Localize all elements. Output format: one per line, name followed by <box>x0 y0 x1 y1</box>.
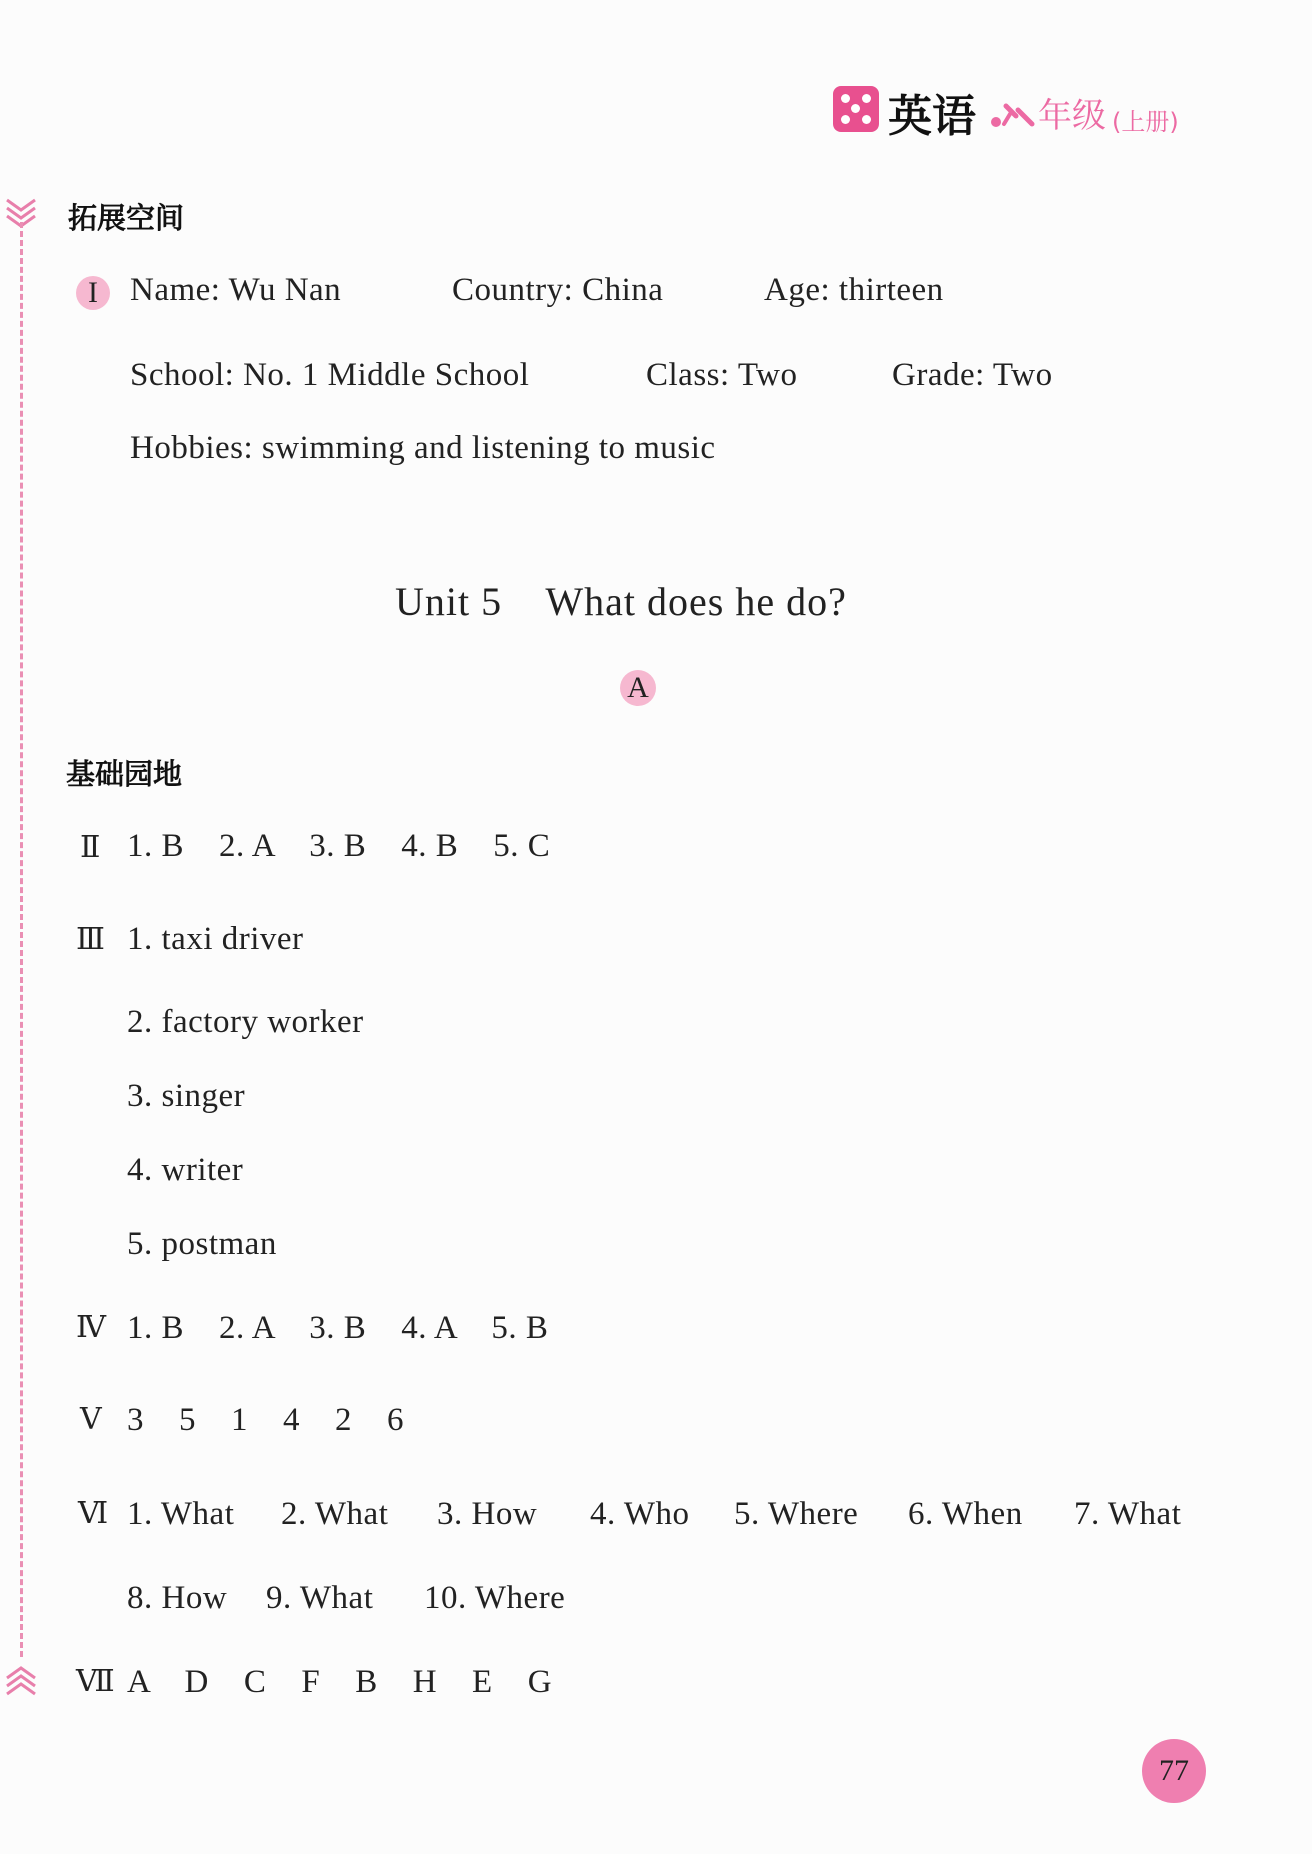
six-mark-icon <box>988 100 1036 130</box>
dice-logo-icon <box>833 86 879 132</box>
answer-q3-5: 5. postman <box>127 1226 277 1262</box>
info-grade: Grade: Two <box>892 357 1053 393</box>
question-badge-1: I <box>76 276 110 310</box>
unit-title: Unit 5 What does he do? <box>395 579 847 624</box>
answer-q6-8: 8. How <box>127 1580 228 1616</box>
answer-q6-5: 5. Where <box>734 1496 859 1532</box>
grade-label: 年级 <box>1038 96 1106 136</box>
question-numeral-3: Ⅲ <box>76 923 105 956</box>
part-badge: A <box>620 670 656 706</box>
info-age: Age: thirteen <box>764 272 944 308</box>
answer-q6-7: 7. What <box>1074 1496 1182 1532</box>
info-name: Name: Wu Nan <box>130 272 342 308</box>
subject-title: 英语 <box>888 91 976 142</box>
question-numeral-6: Ⅵ <box>78 1497 109 1530</box>
info-hobbies: Hobbies: swimming and listening to music <box>130 430 716 466</box>
arrow-head-icon <box>4 1664 38 1696</box>
book-volume-label: (上册) <box>1112 108 1179 136</box>
answer-q6-10: 10. Where <box>424 1580 566 1616</box>
section-title-basics: 基础园地 <box>66 757 183 791</box>
answer-q6-6: 6. When <box>908 1496 1023 1532</box>
answers-q2: 1. B 2. A 3. B 4. B 5. C <box>127 828 551 864</box>
answer-q6-4: 4. Who <box>590 1496 690 1532</box>
question-numeral-2: Ⅱ <box>80 831 101 864</box>
answers-q7: A D C F B H E G <box>127 1664 553 1700</box>
page-number: 77 <box>1142 1739 1206 1803</box>
section-title-extension: 拓展空间 <box>68 201 185 235</box>
answer-q3-1: 1. taxi driver <box>127 921 304 957</box>
question-numeral-5: Ⅴ <box>80 1403 102 1436</box>
info-country: Country: China <box>452 272 664 308</box>
side-dashed-line <box>20 222 23 1657</box>
info-school: School: No. 1 Middle School <box>130 357 530 393</box>
info-class: Class: Two <box>646 357 798 393</box>
answer-q3-4: 4. writer <box>127 1152 244 1188</box>
answer-q6-1: 1. What <box>127 1496 235 1532</box>
question-numeral-7: Ⅶ <box>76 1665 115 1698</box>
answer-q3-2: 2. factory worker <box>127 1004 364 1040</box>
answer-q3-3: 3. singer <box>127 1078 246 1114</box>
answers-q5: 3 5 1 4 2 6 <box>127 1402 404 1438</box>
answers-q4: 1. B 2. A 3. B 4. A 5. B <box>127 1310 549 1346</box>
question-numeral-4: Ⅳ <box>76 1311 106 1344</box>
answer-q6-2: 2. What <box>281 1496 389 1532</box>
answer-q6-3: 3. How <box>437 1496 538 1532</box>
answer-q6-9: 9. What <box>266 1580 374 1616</box>
